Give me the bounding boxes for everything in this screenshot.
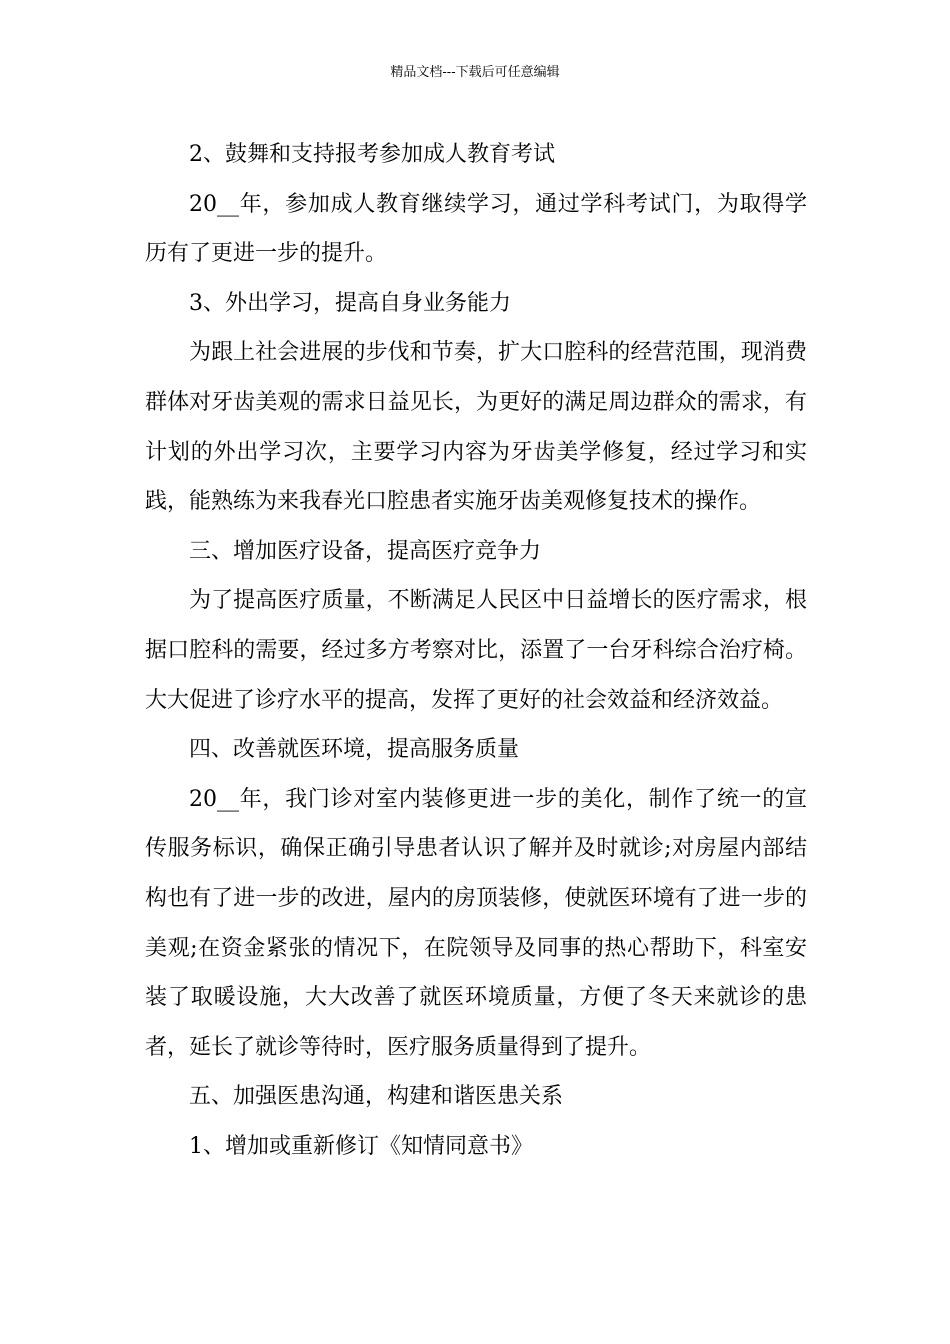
heading-medical-environment: 四、改善就医环境，提高服务质量 bbox=[189, 737, 520, 763]
paragraph-external-study: 为跟上社会进展的步伐和节奏，扩大口腔科的经营范围，现消费群体对牙齿美观的需求日益见长，为更好的满足周边群众的需求，有计划的外出学习次，主要学习内容为牙齿美学修复，经过学习和实践，能熟练为来我春光口腔患者实施牙齿美观修复技术的操作。 bbox=[145, 340, 807, 515]
heading-doctor-patient-communication: 五、加强医患沟通，构建和谐医患关系 bbox=[189, 1084, 564, 1110]
paragraph-medical-equipment: 为了提高医疗质量，不断满足人民区中日益增长的医疗需求，根据口腔科的需要，经过多方考察对比，添置了一台牙科综合治疗椅。大大促进了诊疗水平的提高，发挥了更好的社会效益和经济效益。 bbox=[145, 588, 807, 713]
paragraph-continuing-education: 20__年，参加成人教育继续学习，通过学科考试门，为取得学历有了更进一步的提升。 bbox=[145, 191, 807, 267]
page-header: 精品文档---下载后可任意编辑 bbox=[390, 65, 560, 80]
paragraph-medical-environment: 20__年，我门诊对室内装修更进一步的美化，制作了统一的宣传服务标识，确保正确引导患者认识了解并及时就诊;对房屋内部结构也有了进一步的改进，屋内的房顶装修，使就医环境有了进一步的美观;在资金紧张的情况下，在院领导及同事的热心帮助下，科室安装了取暖设施，大大改善了就医环境质量，方便了冬天来就诊的患者，延长了就诊等待时，医疗服务质量得到了提升。 bbox=[145, 786, 807, 1060]
document-body bbox=[145, 130, 807, 1171]
subheading-exam-support: 2、鼓舞和支持报考参加成人教育考试 bbox=[189, 142, 555, 167]
heading-medical-equipment: 三、增加医疗设备，提高医疗竞争力 bbox=[189, 538, 542, 564]
subheading-consent-form: 1、增加或重新修订《知情同意书》 bbox=[189, 1133, 533, 1159]
subheading-external-study: 3、外出学习，提高自身业务能力 bbox=[189, 290, 511, 316]
